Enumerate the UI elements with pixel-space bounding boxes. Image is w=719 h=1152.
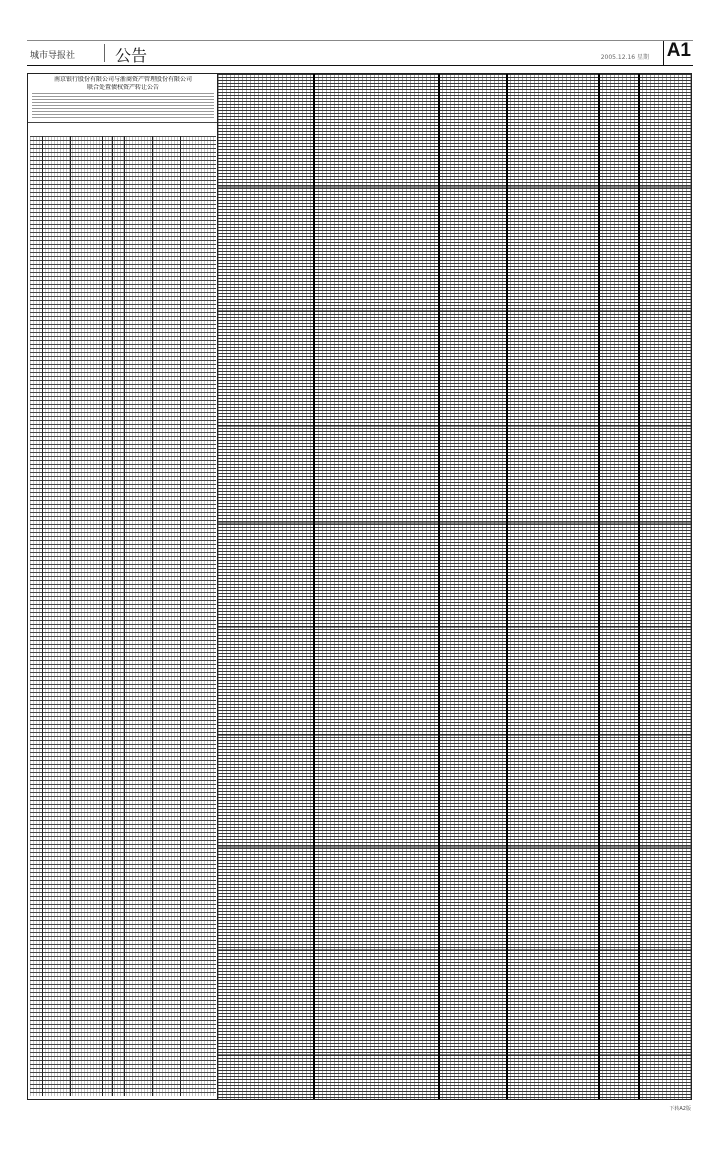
table-row <box>218 1054 691 1056</box>
masthead <box>27 40 693 66</box>
table-row <box>218 186 691 188</box>
section-column-rule <box>638 74 640 1099</box>
main-table-area <box>218 74 691 1099</box>
section-column-rule <box>598 74 600 1099</box>
section-column-rule <box>438 74 440 1099</box>
table-row <box>218 734 691 736</box>
page-code: A1 <box>666 40 691 61</box>
newspaper-name: 城市导报社 <box>30 51 76 61</box>
table-column-rule <box>180 136 181 1096</box>
table-column-rule <box>124 136 125 1096</box>
section-column-rule <box>313 74 315 1099</box>
notice-body-text <box>32 93 214 120</box>
table-row <box>218 425 691 427</box>
masthead-divider <box>104 44 105 62</box>
section-title: 公告 <box>115 46 148 65</box>
notice-title: 南京银行股份有限公司与浙商资产管理股份有限公司 <box>53 76 192 83</box>
table-column-rule <box>42 136 43 1096</box>
table-column-rule <box>70 136 71 1096</box>
table-row <box>218 949 691 951</box>
section-column-rule <box>506 74 508 1099</box>
table-column-rule <box>112 136 113 1096</box>
left-column <box>28 74 218 1099</box>
masthead-top-rule <box>27 40 693 41</box>
table-column-rule <box>152 136 153 1096</box>
table-column-rule <box>102 136 103 1096</box>
issue-date: 2005.12.16 星期 <box>600 54 649 61</box>
table-row <box>218 626 691 628</box>
masthead-bottom-rule <box>27 65 693 66</box>
page-code-divider <box>663 41 664 65</box>
table-row <box>218 310 691 312</box>
table-row <box>218 522 691 524</box>
continued-note: 下转A2版 <box>669 1106 691 1112</box>
debt-asset-table <box>218 74 691 1099</box>
announcement-content <box>27 73 692 1100</box>
table-row <box>218 846 691 848</box>
debtor-list-table <box>30 136 216 1096</box>
notice-subtitle: 联合处置债权资产转让公告 <box>86 84 159 91</box>
notice-header <box>28 74 218 123</box>
